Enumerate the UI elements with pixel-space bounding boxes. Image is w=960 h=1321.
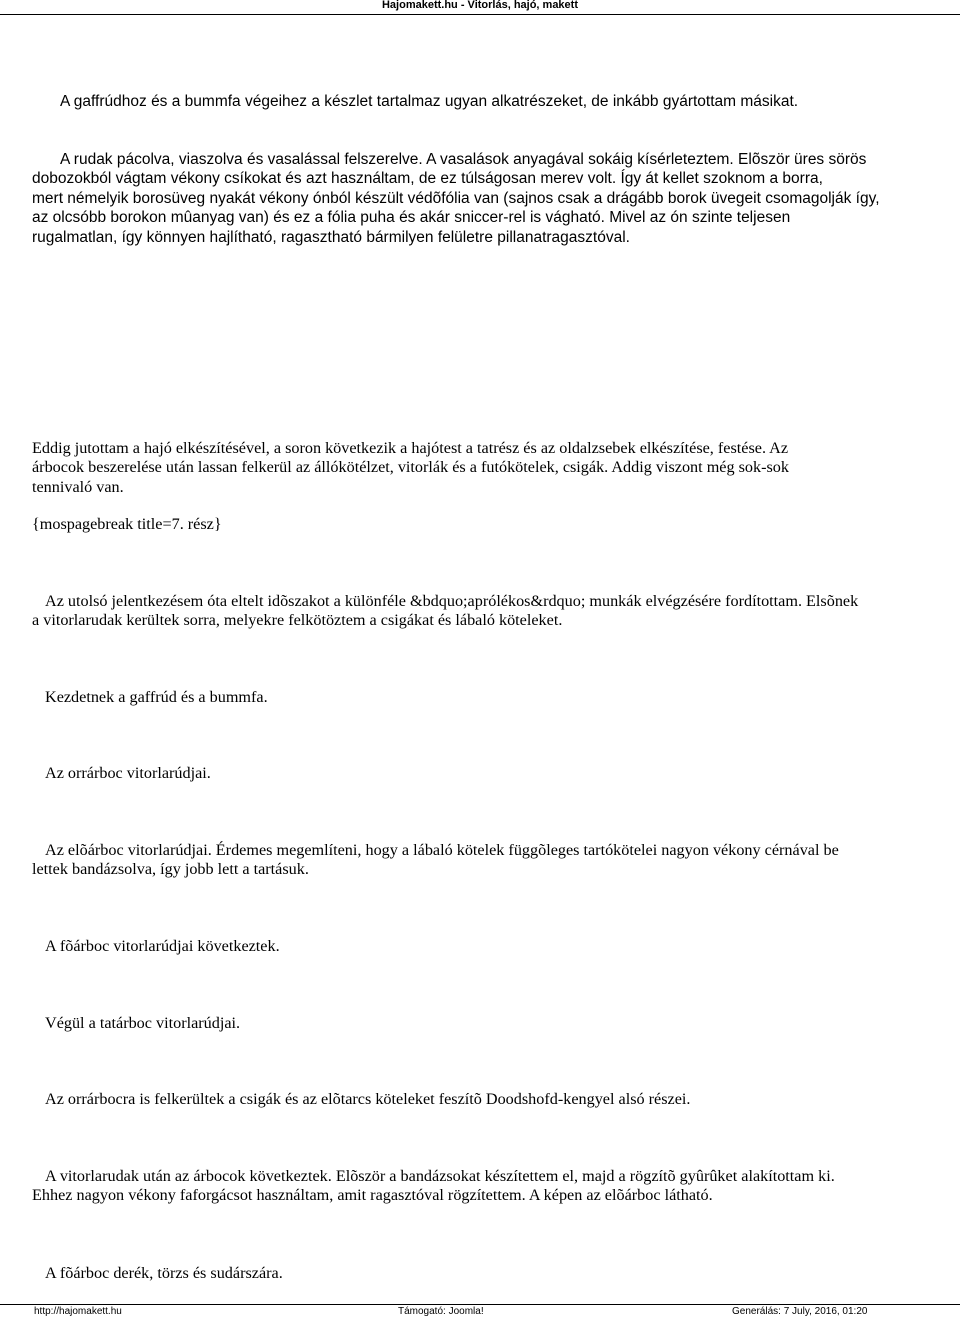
paragraph-line: a vitorlarudak kerültek sorra, melyekre felkötöztem a csigákat és lábaló köteleket.: [32, 611, 563, 630]
paragraph-line: Az orrárboc vitorlarúdjai.: [45, 764, 211, 782]
paragraph-line: {mospagebreak title=7. rész}: [32, 515, 222, 533]
paragraph-11: [45, 1090, 690, 1109]
page-footer: [0, 1304, 960, 1321]
paragraph-6: [45, 688, 268, 707]
paragraph-line: tennivaló van.: [32, 477, 124, 496]
paragraph-line: Kezdetnek a gaffrúd és a bummfa.: [45, 688, 268, 706]
paragraph-line: Az utolsó jelentkezésem óta eltelt idõszakot a különféle &bdquo;aprólékos&rdquo; munkák elvégzésére fordítottam. Elsõnek: [45, 592, 859, 610]
paragraph-line: A gaffrúdhoz és a bummfa végeihez a készlet tartalmaz ugyan alkatrészeket, de inkább gyártottam másikat.: [60, 93, 799, 110]
page-break-marker: [32, 515, 222, 534]
paragraph-13: [45, 1264, 283, 1283]
paragraph-line: dobozokból vágtam vékony csíkokat és azt használtam, de ez túlságosan merev volt. Így át kellet szoknom a borra,: [32, 170, 823, 188]
paragraph-1: [60, 92, 798, 111]
paragraph-10: [45, 1014, 240, 1033]
paragraph-line: az olcsóbb borokon mûanyag van) és ez a fólia puha és akár sniccer-rel is vágható. Mivel az ón szinte teljesen: [32, 209, 791, 227]
paragraph-line: A fõárboc vitorlarúdjai következtek.: [45, 937, 280, 955]
paragraph-8: [32, 841, 839, 880]
paragraph-12: [32, 1167, 835, 1206]
footer-generated: Generálás: 7 July, 2016, 01:20: [732, 1306, 868, 1317]
paragraph-line: lettek bandázsolva, így jobb lett a tartásuk.: [32, 860, 309, 879]
paragraph-9: [45, 937, 280, 956]
paragraph-5: [32, 592, 858, 631]
paragraph-line: Ehhez nagyon vékony faforgácsot használtam, amit ragasztóval rögzítettem. A képen az elõárboc látható.: [32, 1186, 713, 1205]
paragraph-7: [45, 764, 211, 783]
paragraph-line: A vitorlarudak után az árbocok következtek. Elõször a bandázsokat készítettem el, majd a rögzítõ gyûrûket alakítottam ki.: [45, 1167, 835, 1185]
paragraph-3: [32, 439, 789, 497]
paragraph-line: A fõárboc derék, törzs és sudárszára.: [45, 1264, 283, 1282]
footer-url: http://hajomakett.hu: [34, 1306, 122, 1317]
paragraph-line: árbocok beszerelése után lassan felkerül az állókötélzet, vitorlák és a futókötelek, csigák. Addig viszont még sok-sok: [32, 458, 789, 477]
paragraph-line: Végül a tatárboc vitorlarúdjai.: [45, 1014, 241, 1032]
paragraph-line: Az orrárbocra is felkerültek a csigák és az elõtarcs köteleket feszítõ Doodshofd-kengyel alsó részei.: [45, 1090, 691, 1108]
paragraph-line: Az elõárboc vitorlarúdjai. Érdemes megemlíteni, hogy a lábaló kötelek függõleges tartókötelei nagyon vékony cérnával be: [45, 841, 839, 859]
paragraph-line: Eddig jutottam a hajó elkészítésével, a soron következik a hajótest a tatrész és az oldalzsebek elkészítése, festése. Az: [32, 439, 789, 457]
paragraph-line: A rudak pácolva, viaszolva és vasalással felszerelve. A vasalások anyagával sokáig kísérleteztem. Elõször üres sörös: [60, 151, 867, 168]
page-header: [0, 0, 960, 15]
footer-sponsor: Támogató: Joomla!: [398, 1306, 484, 1317]
paragraph-line: rugalmatlan, így könnyen hajlítható, ragasztható bármilyen felületre pillanatragasztóval.: [32, 228, 630, 246]
header-title: Hajomakett.hu - Vitorlás, hajó, makett: [381, 0, 578, 11]
paragraph-line: mert némelyik borosüveg nyakát vékony ónból készült védõfólia van (sajnos csak a drágább borok üvegeit csomagolják így,: [32, 189, 880, 207]
paragraph-2: [32, 150, 880, 247]
